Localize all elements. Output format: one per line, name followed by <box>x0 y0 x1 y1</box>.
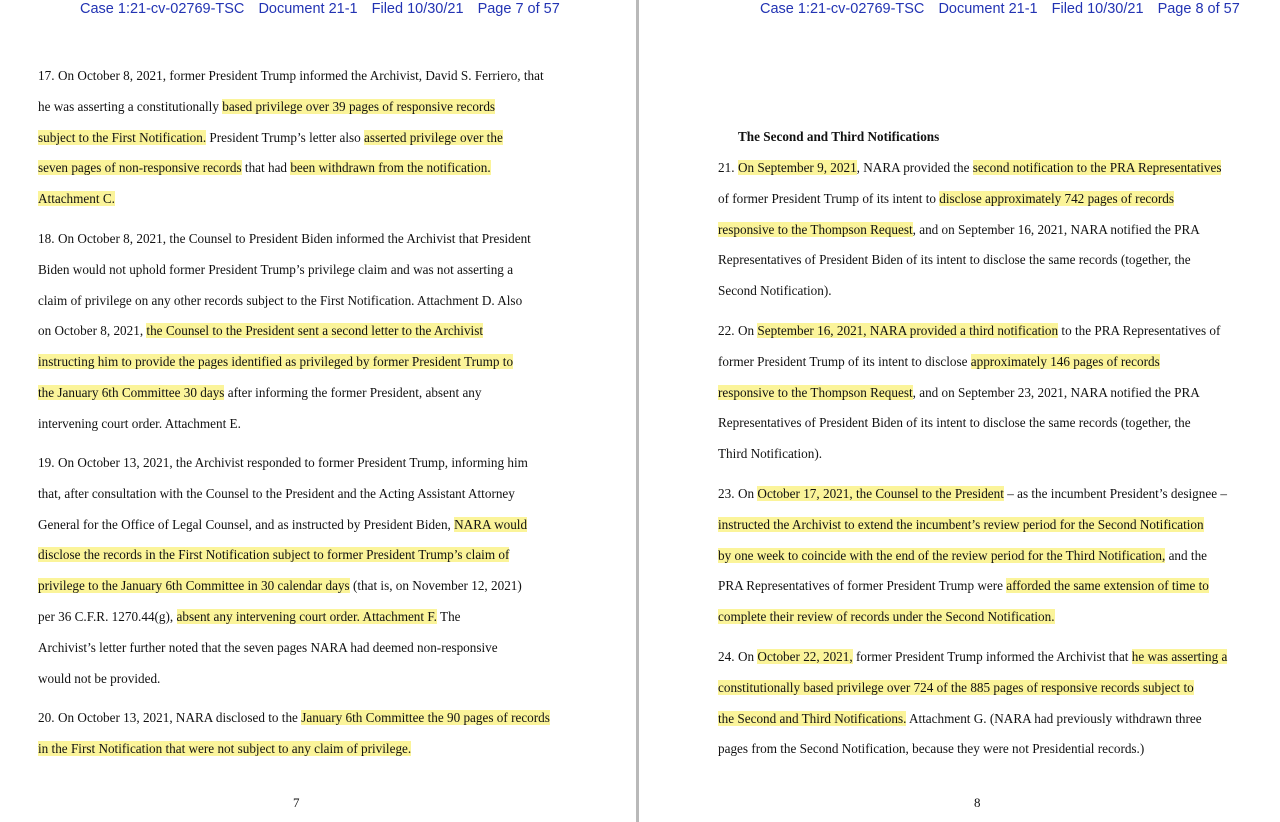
case-number: Case 1:21-cv-02769-TSC <box>80 1 245 17</box>
highlighted-text: constitutionally based <box>718 679 837 695</box>
paragraph-line <box>718 541 1238 572</box>
paragraph-line <box>718 602 1238 633</box>
document-page-right <box>639 0 1280 822</box>
paragraph-line <box>718 347 1238 378</box>
paragraph-line <box>38 255 558 286</box>
paragraph-line <box>718 704 1238 735</box>
paragraph-line <box>38 664 558 695</box>
highlighted-text: been withdrawn from the notification. <box>290 160 491 176</box>
text-segment: Archivist’s letter further noted that the seven pages NARA had deemed non-responsive <box>38 639 498 655</box>
case-number: Case 1:21-cv-02769-TSC <box>760 1 925 17</box>
paragraph-24 <box>718 642 1238 765</box>
text-segment: Second Notification). <box>718 283 832 299</box>
paragraph-line <box>38 703 558 734</box>
highlighted-text: September 16, 2021, NARA provided a third notification <box>757 323 1059 338</box>
filed-date: Filed 10/30/21 <box>371 1 464 17</box>
paragraph-19 <box>38 448 558 694</box>
text-segment: would not be provided. <box>38 670 161 686</box>
text-segment: after informing the former President, absent any <box>224 384 482 400</box>
highlighted-text: the Second and Third Notifications. <box>718 710 907 726</box>
text-segment: On October 13, 2021, the Archivist responded to former President Trump, informing him <box>58 455 528 470</box>
paragraph-line <box>718 479 1238 510</box>
paragraph-line <box>38 479 558 510</box>
highlighted-text: disclose approximately 742 pages of records <box>939 190 1174 206</box>
paragraph-number: 21. <box>718 160 735 175</box>
highlighted-text: in the First Notification that were not subject to any claim of privilege. <box>38 740 412 756</box>
highlighted-text: instructing him to provide the pages identified as privileged by former President Trump to <box>38 354 514 370</box>
highlighted-text: he was asserting a <box>1131 649 1228 664</box>
paragraph-line <box>38 378 558 409</box>
paragraph-line <box>38 571 558 602</box>
text-segment: Biden would not uphold former President Trump’s privilege claim and was not asserting a <box>38 261 514 277</box>
paragraph-line <box>38 448 558 479</box>
text-segment: Representatives of President Biden of its intent to disclose the same records (together, the <box>718 415 1191 431</box>
highlighted-text: absent any intervening court order. Attachment F. <box>176 608 437 624</box>
text-segment: he was asserting a constitutionally <box>38 98 223 114</box>
text-segment: On October 13, 2021, NARA disclosed to the <box>58 710 302 725</box>
highlighted-text: asserted privilege over the <box>364 129 503 145</box>
text-segment: on October 8, 2021, <box>38 323 147 339</box>
highlighted-text: disclose the records in the First Notification subject to former President Trump’s claim of <box>38 547 510 563</box>
highlighted-text: January 6th Committee the 90 pages of records <box>301 710 550 725</box>
highlighted-text: the Counsel to the President sent a second letter to the Archivist <box>146 323 483 339</box>
paragraph-17 <box>38 61 558 215</box>
paragraph-line <box>38 633 558 664</box>
paragraph-line <box>38 409 558 440</box>
highlighted-text: October 17, 2021, the Counsel to the President <box>757 486 1004 501</box>
text-segment: , and on September 23, 2021, NARA notified the PRA <box>912 384 1200 400</box>
text-segment: (that is, on November 12, 2021) <box>349 578 522 594</box>
document-number: Document 21-1 <box>938 1 1038 17</box>
text-segment: On October 8, 2021, the Counsel to President Biden informed the Archivist that President <box>58 231 531 246</box>
text-segment: former President Trump informed the Archivist that <box>852 649 1132 664</box>
text-segment: Third Notification). <box>718 446 823 462</box>
highlighted-text: subject to the First Notification. <box>38 129 207 145</box>
highlighted-text: privilege over 724 of the 885 pages of responsive records subject to <box>836 679 1194 695</box>
highlighted-text: October 22, 2021, <box>757 649 853 664</box>
text-segment: former President Trump of its intent to disclose <box>718 353 971 369</box>
text-segment: – as the incumbent President’s designee – <box>1003 486 1227 501</box>
paragraph-number: 22. <box>718 323 735 338</box>
text-segment: that had <box>241 160 291 176</box>
paragraph-23 <box>718 479 1238 633</box>
filing-header <box>80 1 570 17</box>
highlighted-text: responsive to the Thompson Request <box>718 384 913 400</box>
filed-date: Filed 10/30/21 <box>1051 1 1144 17</box>
text-segment: President Trump’s letter also <box>206 129 365 145</box>
paragraph-line <box>38 153 558 184</box>
highlighted-text: responsive to the Thompson Request <box>718 221 913 237</box>
paragraph-line <box>718 510 1238 541</box>
paragraph-line <box>718 378 1238 409</box>
paragraph-line <box>718 316 1238 347</box>
document-page-left <box>0 0 636 822</box>
paragraph-line <box>718 245 1238 276</box>
highlighted-text: seven pages of non-responsive records <box>38 160 242 176</box>
highlighted-text: instructed the Archivist to extend the incumbent’s review period for the Second Notification <box>718 516 1204 532</box>
page-indicator: Page 7 of 57 <box>477 1 560 17</box>
section-heading: The Second and Third Notifications <box>738 129 940 144</box>
paragraph-line <box>718 408 1238 439</box>
paragraph-line <box>718 642 1238 673</box>
paragraph-18 <box>38 224 558 440</box>
text-segment: per 36 C.F.R. 1270.44(g), <box>38 608 177 624</box>
paragraph-line <box>718 184 1238 215</box>
paragraph-21 <box>718 153 1238 307</box>
paragraph-number: 20. <box>38 710 55 725</box>
text-segment: and the <box>1165 547 1208 563</box>
highlighted-text: afforded the same extension of time to <box>1006 578 1209 594</box>
paragraph-number: 19. <box>38 455 55 470</box>
paragraph-number: 18. <box>38 231 55 246</box>
paragraph-line <box>718 215 1238 246</box>
paragraph-line <box>38 510 558 541</box>
page-number: 8 <box>974 795 981 810</box>
highlighted-text: the January 6th Committee 30 days <box>38 384 225 400</box>
text-segment: On <box>738 486 758 501</box>
paragraph-line <box>38 123 558 154</box>
paragraph-line <box>38 61 558 92</box>
paragraph-line <box>38 184 558 215</box>
text-segment: General for the Office of Legal Counsel, and as instructed by President Biden, <box>38 516 455 532</box>
text-segment: On <box>738 649 758 664</box>
paragraph-line <box>38 92 558 123</box>
text-segment: On October 8, 2021, former President Trump informed the Archivist, David S. Ferriero, that <box>58 68 544 83</box>
paragraph-number: 24. <box>718 649 735 664</box>
paragraph-line <box>38 316 558 347</box>
text-segment: claim of privilege on any other records subject to the First Notification. Attachment D. Also <box>38 292 523 308</box>
paragraph-line <box>38 347 558 378</box>
text-segment: pages from the Second Notification, because they were not Presidential records.) <box>718 741 1145 757</box>
text-segment: of former President Trump of its intent to <box>718 190 940 206</box>
text-segment: On <box>738 323 758 338</box>
paragraph-line <box>38 602 558 633</box>
highlighted-text: based privilege over 39 pages of responsive records <box>222 98 496 114</box>
paragraph-line <box>38 286 558 317</box>
text-segment: PRA Representatives of former President Trump were <box>718 578 1007 594</box>
highlighted-text: by one week to coincide with the end of the review period for the Third Notification, <box>718 547 1166 563</box>
paragraph-line <box>38 734 558 765</box>
highlighted-text: privilege to the January 6th Committee in 30 calendar days <box>38 578 350 594</box>
text-segment: that, after consultation with the Counsel to the President and the Acting Assistant Attorney <box>38 485 515 501</box>
page-indicator: Page 8 of 57 <box>1157 1 1240 17</box>
text-segment: , NARA provided the <box>856 160 973 175</box>
filing-header <box>760 1 1250 17</box>
paragraph-line <box>718 673 1238 704</box>
paragraph-22 <box>718 316 1238 470</box>
document-number: Document 21-1 <box>258 1 358 17</box>
highlighted-text: On September 9, 2021 <box>738 160 857 175</box>
paragraph-line <box>718 571 1238 602</box>
text-segment: intervening court order. Attachment E. <box>38 415 241 431</box>
highlighted-text: approximately 146 pages of records <box>970 353 1160 369</box>
text-segment: Representatives of President Biden of its intent to disclose the same records (together, the <box>718 252 1191 268</box>
paragraph-line <box>718 734 1238 765</box>
text-segment: , and on September 16, 2021, NARA notified the PRA <box>912 221 1200 237</box>
highlighted-text: second notification to the PRA Representatives <box>972 160 1222 175</box>
paragraph-line <box>38 224 558 255</box>
highlighted-text: NARA would <box>454 516 528 532</box>
page-number: 7 <box>293 795 300 810</box>
paragraph-20 <box>38 703 558 765</box>
highlighted-text: complete their review of records under the Second Notification. <box>718 609 1055 625</box>
text-segment: to the PRA Representatives of <box>1058 323 1221 338</box>
paragraph-line <box>718 439 1238 470</box>
text-segment: The <box>436 608 461 624</box>
highlighted-text: Attachment C. <box>38 191 115 207</box>
text-segment: Attachment G. (NARA had previously withdrawn three <box>906 710 1202 726</box>
paragraph-line <box>38 540 558 571</box>
paragraph-number: 17. <box>38 68 55 83</box>
paragraph-line <box>718 153 1238 184</box>
paragraph-line <box>718 276 1238 307</box>
paragraph-number: 23. <box>718 486 735 501</box>
